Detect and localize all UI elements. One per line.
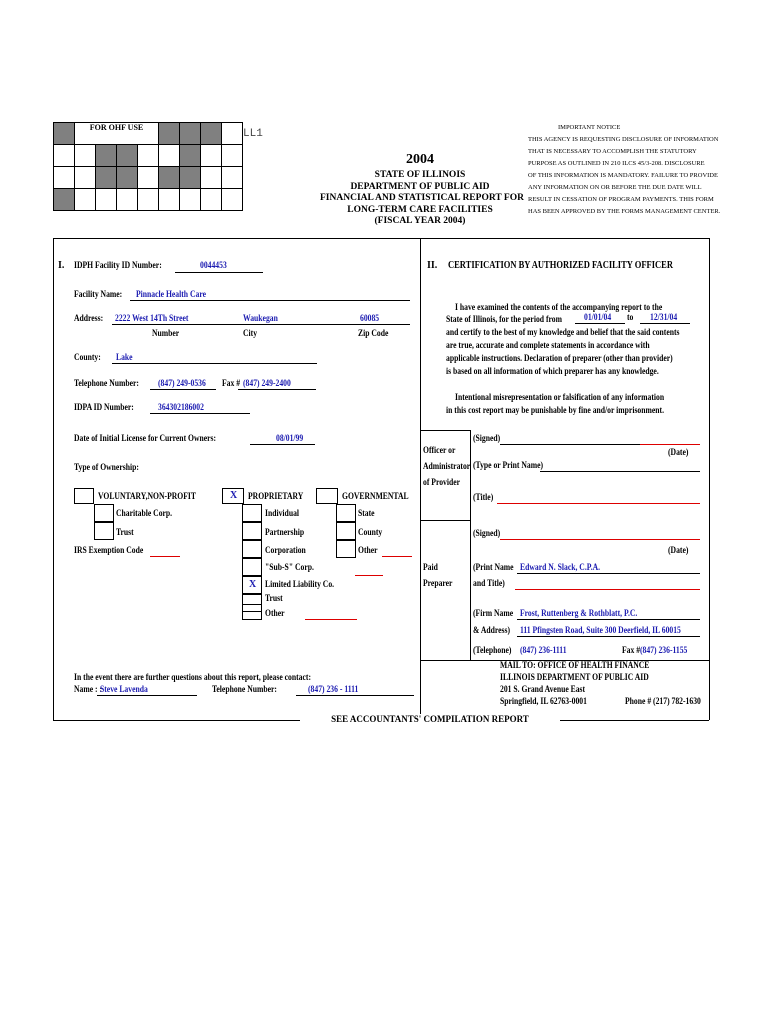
officer-label: Administrator: [423, 461, 471, 471]
firm-address-underline: [517, 636, 700, 637]
mail-to-line: Springfield, IL 62763-0001: [500, 696, 587, 706]
state-checkbox[interactable]: [336, 504, 356, 522]
cert-line: applicable instructions. Declaration of preparer (other than provider): [446, 353, 673, 363]
signed-underline[interactable]: [500, 444, 640, 445]
county-label: County:: [74, 352, 101, 362]
idpa-label: IDPA ID Number:: [74, 402, 134, 412]
cert-line: are true, accurate and complete statements in accordance with: [446, 340, 650, 350]
warning-line: Intentional misrepresentation or falsification of any information: [455, 392, 665, 402]
ohf-use-label: FOR OHF USE: [75, 123, 159, 145]
firm-name-underline: [517, 619, 700, 620]
section-divider: [420, 238, 421, 720]
contact-phone-label: Telephone Number:: [212, 684, 277, 694]
proprietary-checkbox[interactable]: [222, 488, 244, 504]
form-right-border: [709, 238, 710, 720]
idph-value[interactable]: 0044453: [200, 260, 227, 270]
license-date-value[interactable]: 08/01/99: [276, 433, 304, 443]
firm-name-label: (Firm Name: [473, 608, 514, 618]
notice-line: ANY INFORMATION ON OR BEFORE THE DUE DATE WILL: [528, 184, 702, 191]
individual-checkbox[interactable]: [242, 504, 262, 522]
important-notice: [528, 122, 720, 218]
contact-phone-underline: [296, 695, 414, 696]
officer-bottom-border: [420, 520, 470, 521]
notice-line: THIS AGENCY IS REQUESTING DISCLOSURE OF INFORMATION: [528, 136, 719, 143]
irs-underline: [150, 556, 180, 557]
preparer-label: Preparer: [423, 578, 453, 588]
notice-line: HAS BEEN APPROVED BY THE FORMS MANAGEMENT CENTER.: [528, 208, 721, 215]
warning-line: in this cost report may be punishable by fine and/or imprisonment.: [446, 405, 664, 415]
type-name-underline[interactable]: [540, 471, 700, 472]
other-checkbox[interactable]: [242, 604, 262, 620]
title-underline[interactable]: [497, 503, 700, 504]
signed-date-underline[interactable]: [640, 444, 700, 445]
contact-phone-value[interactable]: (847) 236 - 1111: [308, 684, 359, 694]
mail-to-line: 201 S. Grand Avenue East: [500, 684, 586, 694]
notice-line: PURPOSE AS OUTLINED IN 210 ILCS 45/3-208. DISCLOSURE: [528, 160, 705, 167]
contact-name-value[interactable]: Steve Lavenda: [100, 684, 148, 694]
facility-name-value[interactable]: Pinnacle Health Care: [136, 289, 206, 299]
preparer-label: Paid: [423, 562, 438, 572]
contact-name-underline: [97, 695, 197, 696]
other-underline: [305, 619, 357, 620]
llc-mark: X: [249, 579, 257, 590]
firm-name-value[interactable]: Frost, Ruttenberg & Rothblatt, P.C.: [520, 608, 638, 618]
mail-to-line: MAIL TO: OFFICE OF HEALTH FINANCE: [500, 660, 650, 670]
contact-note: In the event there are further questions about this report, please contact:: [74, 672, 311, 682]
subs-underline: [355, 575, 383, 576]
gov-other-label: Other: [358, 545, 378, 555]
cert-line: I have examined the contents of the accompanying report to the: [455, 302, 663, 312]
proprietary-mark: X: [230, 490, 238, 501]
preparer-name-underline: [517, 573, 700, 574]
idph-label: IDPH Facility ID Number:: [74, 260, 162, 270]
period-from-value[interactable]: 01/01/04: [584, 312, 612, 322]
voluntary-label: VOLUNTARY,NON-PROFIT: [98, 491, 196, 501]
report-title: [320, 170, 524, 228]
county-gov-label: County: [358, 527, 383, 537]
title-line: (FISCAL YEAR 2004): [374, 216, 466, 226]
and-title-label: and Title): [473, 578, 505, 588]
notice-line: IMPORTANT NOTICE: [558, 124, 621, 131]
title-line: STATE OF ILLINOIS: [374, 170, 466, 180]
idpa-underline: [150, 413, 250, 414]
charitable-label: Charitable Corp.: [116, 508, 173, 518]
period-to-value[interactable]: 12/31/04: [650, 312, 678, 322]
partnership-checkbox[interactable]: [242, 522, 262, 540]
print-name-label: (Print Name: [473, 562, 514, 572]
city-value[interactable]: Waukegan: [243, 313, 278, 323]
governmental-checkbox[interactable]: [316, 488, 338, 504]
cert-line: State of Illinois, for the period from: [446, 314, 562, 324]
report-year: 2004: [406, 152, 434, 167]
address-label: Address:: [74, 313, 104, 323]
individual-label: Individual: [265, 508, 300, 518]
prop-trust-label: Trust: [265, 593, 283, 603]
preparer-phone-value[interactable]: (847) 236-1111: [520, 645, 567, 655]
trust-label: Trust: [116, 527, 134, 537]
title-line: DEPARTMENT OF PUBLIC AID: [350, 181, 490, 192]
trust-checkbox[interactable]: [94, 522, 114, 540]
firm-address-label: & Address): [473, 625, 511, 635]
and-title-underline[interactable]: [515, 589, 700, 590]
idpa-value[interactable]: 364302186002: [158, 402, 204, 412]
form-code: LL1: [243, 128, 263, 140]
fax-underline: [238, 389, 316, 390]
firm-address-value[interactable]: 111 Pfingsten Road, Suite 300 Deerfield, IL 60015: [520, 625, 681, 635]
preparer-name-value[interactable]: Edward N. Slack, C.P.A.: [520, 562, 601, 572]
title-label: (Title): [473, 492, 494, 502]
corporation-label: Corporation: [265, 545, 306, 555]
signed2-underline[interactable]: [500, 539, 700, 540]
mail-to-line: ILLINOIS DEPARTMENT OF PUBLIC AID: [500, 672, 649, 682]
type-name-label: (Type or Print Name): [473, 460, 544, 470]
subs-label: "Sub-S" Corp.: [265, 562, 314, 572]
fax-value[interactable]: (847) 249-2400: [243, 378, 291, 388]
date-label: (Date): [668, 447, 689, 457]
title-line: FINANCIAL AND STATISTICAL REPORT FOR: [320, 193, 524, 203]
title-line: LONG-TERM CARE FACILITIES: [347, 204, 493, 215]
county-value[interactable]: Lake: [116, 352, 133, 362]
cert-line: and certify to the best of my knowledge and belief that the said contents: [446, 327, 680, 337]
gov-other-underline: [382, 556, 412, 557]
state-label: State: [358, 508, 375, 518]
city-caption: City: [243, 328, 258, 338]
form-top-border: [53, 238, 709, 239]
section-1-numeral: I.: [58, 260, 65, 271]
idph-underline: [175, 272, 263, 273]
footer-note: SEE ACCOUNTANTS' COMPILATION REPORT: [300, 714, 560, 724]
mail-phone: Phone # (217) 782-1630: [625, 696, 701, 706]
county-checkbox[interactable]: [336, 522, 356, 540]
gov-other-checkbox[interactable]: [336, 540, 356, 558]
proprietary-label: PROPRIETARY: [248, 491, 304, 501]
license-date-label: Date of Initial License for Current Owners:: [74, 433, 217, 443]
partnership-label: Partnership: [265, 527, 305, 537]
form-left-border: [53, 238, 54, 720]
contact-name-label: Name : :: [74, 684, 103, 694]
preparer-fax-value[interactable]: (847) 236-1155: [640, 645, 688, 655]
notice-line: THAT IS NECESSARY TO ACCOMPLISH THE STATUTORY: [528, 148, 697, 155]
ownership-label: Type of Ownership:: [74, 462, 139, 472]
ohf-use-grid: [53, 122, 243, 211]
notice-line: OF THIS INFORMATION IS MANDATORY. FAILURE TO PROVIDE: [528, 172, 718, 179]
llc-label: Limited Liability Co.: [265, 579, 335, 589]
other-label: Other: [265, 608, 285, 618]
subs-checkbox[interactable]: [242, 558, 262, 576]
officer-top-border: [420, 430, 470, 431]
facility-name-underline: [130, 300, 410, 301]
officer-label: of Provider: [423, 477, 461, 487]
section-2-title: CERTIFICATION BY AUTHORIZED FACILITY OFFICER: [448, 260, 673, 271]
irs-label: IRS Exemption Code: [74, 545, 144, 555]
voluntary-checkbox[interactable]: [74, 488, 94, 504]
corporation-checkbox[interactable]: [242, 540, 262, 558]
number-caption: Number: [152, 328, 180, 338]
zip-value[interactable]: 60085: [360, 313, 380, 323]
officer-divider: [470, 430, 471, 520]
officer-label: Officer or: [423, 445, 456, 455]
preparer-phone-label: (Telephone): [473, 645, 512, 655]
telephone-value[interactable]: (847) 249-0536: [158, 378, 206, 388]
section-2-numeral: II.: [427, 260, 438, 271]
period-to-underline: [640, 323, 690, 324]
governmental-label: GOVERNMENTAL: [342, 491, 409, 501]
license-date-underline: [250, 444, 315, 445]
signed-label: (Signed): [473, 433, 501, 443]
preparer-fax-label: Fax #: [622, 645, 641, 655]
charitable-checkbox[interactable]: [94, 504, 114, 522]
llc-checkbox[interactable]: [242, 576, 262, 594]
period-from-underline: [575, 323, 625, 324]
fax-label: Fax #: [222, 378, 241, 388]
cert-line: is based on all information of which preparer has any knowledge.: [446, 366, 659, 376]
telephone-label: Telephone Number:: [74, 378, 139, 388]
period-to-label: to: [627, 312, 634, 322]
county-underline: [112, 363, 317, 364]
preparer-divider: [470, 520, 471, 660]
date2-label: (Date): [668, 545, 689, 555]
facility-name-label: Facility Name:: [74, 289, 123, 299]
signed2-label: (Signed): [473, 528, 501, 538]
notice-line: RESULT IN CESSATION OF PROGRAM PAYMENTS. THIS FORM: [528, 196, 714, 203]
zip-caption: Zip Code: [358, 328, 389, 338]
address-underline: [112, 324, 410, 325]
telephone-underline: [150, 389, 216, 390]
street-value[interactable]: 2222 West 14Th Street: [115, 313, 189, 323]
